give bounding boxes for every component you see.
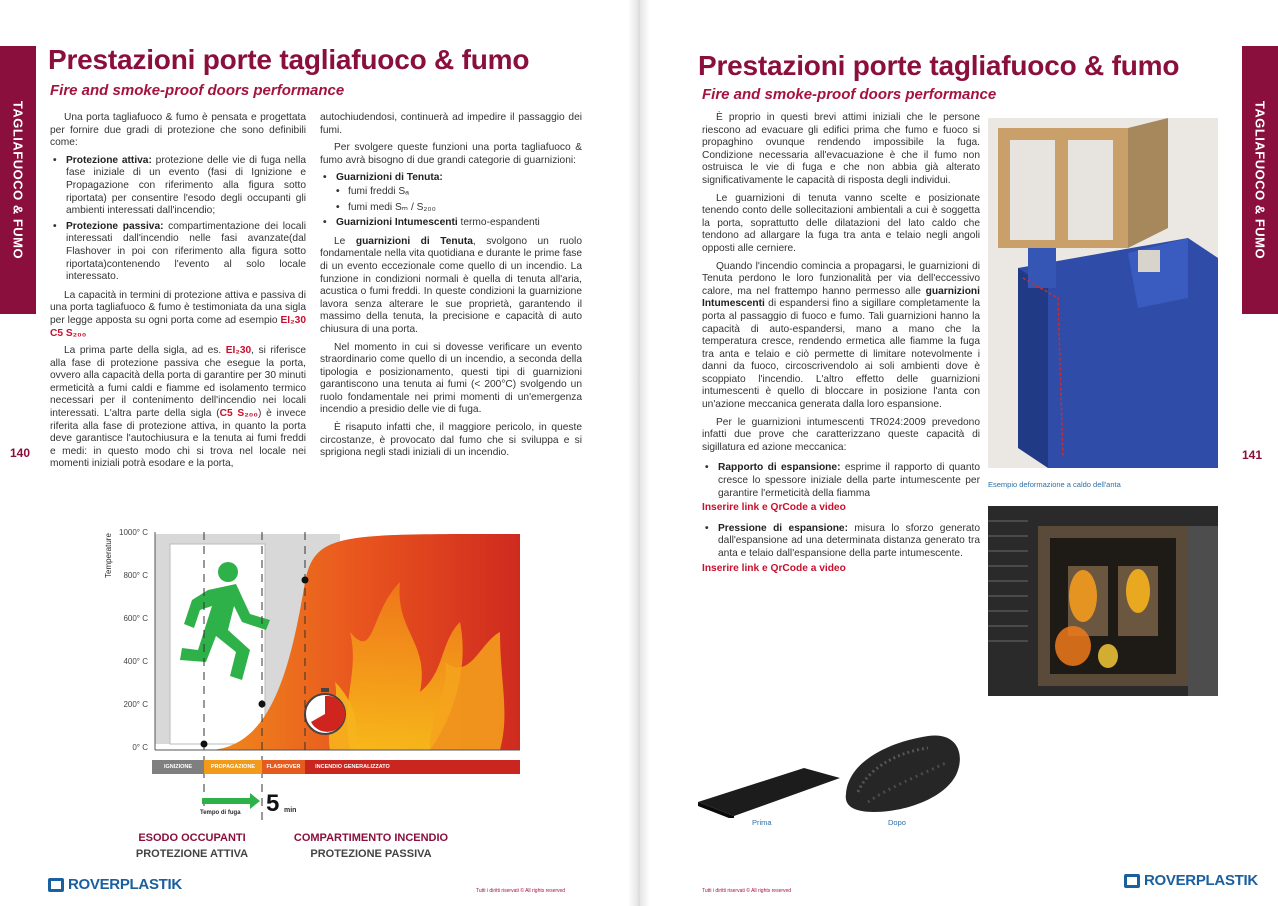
page-number: 140 (10, 446, 31, 460)
paragraph: Nel momento in cui si dovesse verificare un evento straordinario come quello di un incendio, a seconda della tipologia e posizionamento, questi tipi di guarnizioni garantiscono una tenuta ai fumi (< 200°C) svolgendo un ruolo fondamentale nei primi momenti di un'emergenza incendio a presidio delle vie di fuga. (320, 341, 582, 416)
text-column-2 (320, 112, 582, 465)
list-item: • Guarnizioni di Tenuta: • fumi freddi Sₐ • fumi medi Sₘ / S₂₀₀ (320, 172, 582, 214)
paragraph: Quando l'incendio comincia a propagarsi, le guarnizioni di Tenuta perdono le loro funzionalità per via dell'eccessivo calore, ma nel frattempo hanno permesso alle guarnizioni Intumescenti di espandersi fino a sigillare completamente la porta al passaggio di fuoco e fumo. Tali guarnizioni hanno la capacità di auto-espandersi, mano a mano che la temperatura cresce, rendendo ermetica alle fiamme la fuga tra anta e telaio e ciò permette di limitare notevolmente i danni da fuoco, circoscrivendolo ai soli ambienti dove è scoppiato l'incendio. L'altro effetto delle guarnizioni intumescenti è quello di bloccare in posizione l'anta con un'azione meccanica generata dalla loro espansione. (702, 260, 980, 411)
arrow-icon (202, 793, 260, 809)
paragraph: Per le guarnizioni intumescenti TR024:2009 prevedono infatti due prove che caratterizzano queste capacità di sigillatura ed azione meccanica: (702, 416, 980, 453)
list-item: • Rapporto di espansione: esprime il rapporto di quanto cresce lo spessore iniziale della parte intumescente per garantire l'ermeticità della fiamma (702, 462, 980, 500)
footer-copyright: Tutti i diritti riservati © All rights reserved (702, 888, 792, 894)
paragraph: Una porta tagliafuoco & fumo è pensata e progettata per fornire due gradi di protezione che sono definibili come: (50, 112, 306, 149)
bullet-list (320, 172, 582, 229)
phase-label: IGNIZIONE (163, 764, 193, 770)
y-tick: 400° C (123, 657, 148, 666)
y-tick: 800° C (123, 571, 148, 580)
left-page (0, 0, 638, 906)
list-item: • Pressione di espansione: misura lo sforzo generato dall'espansione ad una determinata distanza generato tra anta e telaio dall'espansione della parte intumescente. (702, 523, 980, 561)
paragraph: La capacità in termini di protezione attiva e passiva di una porta tagliafuoco & fumo è testimoniata da una sigla per legge apposta su ogni porta come ad esempio EI₂30 C5 S₂₀₀ (50, 289, 306, 339)
bullet-list (702, 462, 980, 500)
paragraph: La prima parte della sigla, ad es. EI₂30, si riferisce alla fase di protezione passiva che esegue la porta, ovvero alla capacità della porta di garantire per 30 minuti ermeticità a fumi caldi e fiamme ed isolamento termico necessari per il contenimento dell'incendio nei locali interessati. L'altra parte della sigla (C5 S₂₀₀) è invece riferita alla fase di protezione attiva, in quanto la porta deve garantisce l'autochiusura e la tenuta ai fumi freddi e medi: in questo modo chi si trova nel locale nei momenti iniziali potrà esodare e la porta, (50, 345, 307, 470)
text-column-3 (702, 112, 980, 575)
page-number: 141 (1242, 448, 1263, 462)
paragraph: Per svolgere queste funzioni una porta tagliafuoco & fumo avrà bisogno di due grandi categorie di guarnizioni: (320, 142, 582, 166)
video-link[interactable]: Inserire link e QrCode a video (702, 502, 846, 514)
text-column-1 (50, 112, 306, 476)
chart-graphic (100, 522, 520, 822)
video-link[interactable]: Inserire link e QrCode a video (702, 562, 846, 574)
y-tick: 0° C (132, 743, 148, 752)
brand-logo: ROVERPLASTIK (1124, 872, 1258, 889)
logo-mark-icon (1124, 874, 1140, 888)
paragraph: Le guarnizioni di tenuta vanno scelte e posizionate tenendo conto delle sollecitazioni ambientali a cui è soggetta la porta, soprattutto delle dilatazioni del lato caldo che tendono ad allargare la fuga tra anta e telaio negli angoli opposti alle cerniere. (702, 192, 980, 254)
phase-label: INCENDIO GENERALIZZATO (315, 764, 390, 770)
side-tab-label: TAGLIAFUOCO & FUMO (10, 100, 26, 260)
side-tab (0, 46, 36, 314)
page-subtitle: Fire and smoke-proof doors performance (50, 82, 345, 99)
side-tab (1242, 46, 1278, 314)
list-item: • fumi medi Sₘ / S₂₀₀ (320, 202, 582, 215)
y-tick: 600° C (123, 614, 148, 623)
legend-passive-title: COMPARTIMENTO INCENDIO (293, 832, 449, 844)
list-item: • fumi freddi Sₐ (320, 186, 582, 199)
logo-mark-icon (48, 878, 64, 892)
legend-passive-sub: PROTEZIONE PASSIVA (310, 848, 432, 860)
page-title: Prestazioni porte tagliafuoco & fumo (698, 50, 1180, 81)
y-axis-label: Temperature (104, 533, 113, 578)
paragraph: È proprio in questi brevi attimi iniziali che le persone riescono ad evacuare gli edifici prima che fumo e fuoco si propaghino ovunque rendendo impossibile la fuga. Condizione necessaria all'evacuazione è che il fumo non ostruisca le vie di fuga e che non abbia già alterato significativamente le capacità di risposta degli individui. (702, 112, 980, 186)
escape-time-value: 5 (266, 790, 280, 817)
side-tab-label: TAGLIAFUOCO & FUMO (1252, 100, 1268, 260)
escape-time-label: Tempo di fuga (200, 810, 241, 816)
right-page (638, 0, 1278, 906)
paragraph: autochiudendosi, continuerà ad impedire il passaggio dei fumi. (320, 112, 582, 136)
page-title: Prestazioni porte tagliafuoco & fumo (48, 44, 530, 75)
gasket-before-image (694, 728, 844, 818)
bullet-list (50, 155, 306, 284)
fire-test-image (988, 506, 1218, 696)
footer-copyright: Tutti i diritti riservati © All rights reserved (476, 888, 566, 894)
legend-active-title: ESODO OCCUPANTI (138, 832, 246, 844)
gasket-after-image (838, 722, 968, 818)
list-item: • Protezione attiva: protezione delle vie di fuga nella fase iniziale di un evento (fasi di Ignizione e Propagazione con riferimento alla figura sotto riportata) per consentire l'esodo degli occupanti gli ambienti interessati dall'incendio; (50, 155, 306, 218)
y-tick: 200° C (123, 700, 148, 709)
paragraph: Le guarnizioni di Tenuta, svolgono un ruolo fondamentale nella vita quotidiana e durante le prime fase di un evento eccezionale come quello di un incendio. La funzione in condizioni normali è quella di tenuta all'aria, acustica o fumi freddi. In queste condizioni la guarnizione lavora senza alterare le sue proprietà, garantendo il massimo della tenuta, la precisione e capacità di auto chiusura di una porta. (320, 235, 582, 335)
image-caption: Esempio deformazione a caldo dell'anta (988, 480, 1121, 489)
fire-phases-chart (100, 522, 520, 822)
escape-time-unit: min (284, 807, 297, 814)
door-profile-image (988, 118, 1218, 468)
legend-active-sub: PROTEZIONE ATTIVA (135, 848, 249, 860)
list-item: • Guarnizioni Intumescenti termo-espandenti (320, 217, 582, 230)
image-caption: Dopo (888, 818, 906, 827)
bullet-list (702, 523, 980, 561)
y-tick: 1000° C (119, 528, 148, 537)
image-caption: Prima (752, 818, 772, 827)
brand-logo: ROVERPLASTIK (48, 876, 182, 893)
phase-label: PROPAGAZIONE (210, 764, 256, 770)
paragraph: È risaputo infatti che, il maggiore pericolo, in queste circostanze, è provocato dal fumo che si sviluppa e si sprigiona negli stadi iniziali di un incendio. (320, 422, 582, 459)
phase-label: FLASHOVER (266, 764, 301, 770)
page-subtitle: Fire and smoke-proof doors performance (702, 86, 997, 103)
list-item: • Protezione passiva: compartimentazione dei locali interessati dall'incendio nelle fasi avanzate(dal Flashover in poi con riferimento alla figura sotto riportata)contenendo l'evento al solo locale interessato. (50, 221, 306, 284)
